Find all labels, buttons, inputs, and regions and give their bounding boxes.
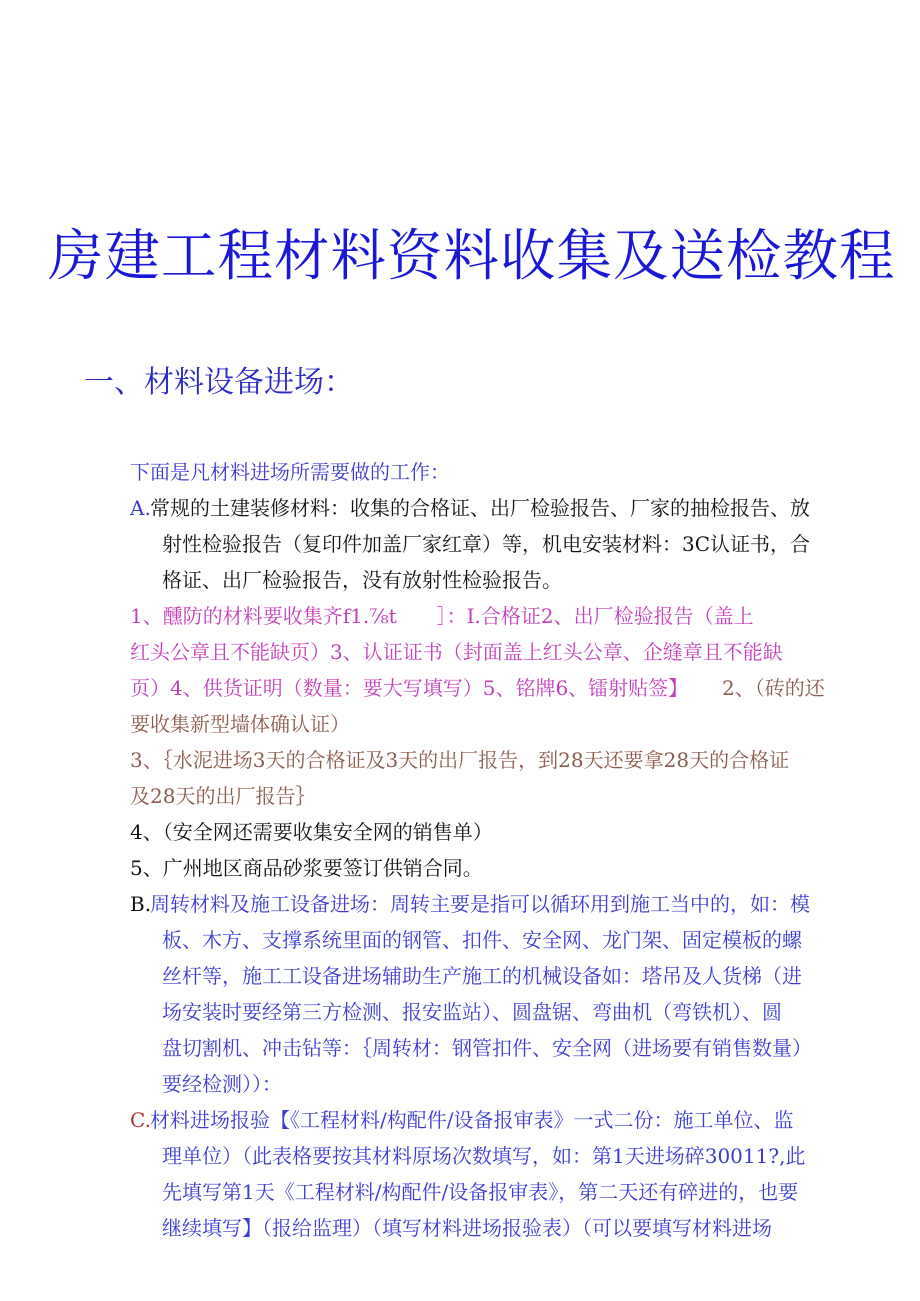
item-c-line: 继续填写】（报给监理）（填写材料进场报验表）（可以要填写材料进场 — [162, 1216, 772, 1240]
item-c-line: 材料进场报验【《工程材料/构配件/设备报审表》一式二份：施工单位、监 — [150, 1108, 794, 1132]
item-a-line: 格证、出厂检验报告，没有放射性检验报告。 — [162, 568, 562, 592]
item-c-line: 理单位）（此表格要按其材料原场次数填写，如：第1天进场碎30011?,此 — [162, 1144, 806, 1168]
intro-text: 下面是凡材料进场所需要做的工作： — [130, 460, 450, 484]
item-b-line: 板、木方、支撑系统里面的钢管、扣件、安全网、龙门架、固定模板的螺 — [162, 928, 802, 952]
item-b-line: 周转材料及施工设备进场：周转主要是指可以循环用到施工当中的，如：模 — [150, 892, 810, 916]
item-1-line: 页）4、供货证明（数量：要大写填写）5、铭牌6、镭射贴签】 — [130, 676, 689, 700]
item-c-marker: C. — [130, 1108, 151, 1132]
item-c-line: 先填写第1天《工程材料/构配件/设备报审表》，第二天还有碎进的，也要 — [162, 1180, 799, 1204]
item-b-line: 要经检测））： — [162, 1072, 282, 1096]
item-b-line: 场安装时要经第三方检测、报安监站）、圆盘锯、弯曲机（弯铁机）、圆 — [162, 1000, 782, 1024]
item-a-line: 射性检验报告（复印件加盖厂家红章）等，机电安装材料：3C认证书，合 — [162, 532, 811, 556]
item-b-marker: B. — [130, 892, 152, 916]
item-b-line: 丝杆等，施工工设备进场辅助生产施工的机械设备如：塔吊及人货梯（进 — [162, 964, 802, 988]
item-a-marker: A. — [130, 496, 151, 520]
item-3-line: 3、｛水泥进场3天的合格证及3天的出厂报告，到28天还要拿28天的合格证 — [130, 748, 790, 772]
section-heading: 一、材料设备进场： — [84, 365, 354, 400]
item-b-line: 盘切割机、冲击钻等：｛周转材：钢管扣件、安全网（进场要有销售数量） — [162, 1036, 812, 1060]
item-2-start: 2、（砖的还 — [722, 676, 825, 700]
item-a-line: 常规的土建装修材料：收集的合格证、出厂检验报告、厂家的抽检报告、放 — [150, 496, 810, 520]
item-1-line: 要收集新型墙体确认证） — [130, 712, 350, 736]
item-3-line: 及28天的出厂报告｝ — [130, 784, 316, 808]
item-1-line: 红头公章且不能缺页）3、认证证书（封面盖上红头公章、企缝章且不能缺 — [130, 640, 783, 664]
document-title: 房建工程材料资料收集及送检教程 — [48, 224, 896, 289]
item-1-line: 1、醺防的材料要收集齐f1.⅞t ］：I.合格证2、出厂检验报告（盖上 — [130, 604, 754, 628]
item-5-text: 5、广州地区商品砂浆要签订供销合同。 — [130, 856, 483, 880]
item-4-text: 4、（安全网还需要收集安全网的销售单） — [130, 820, 493, 844]
